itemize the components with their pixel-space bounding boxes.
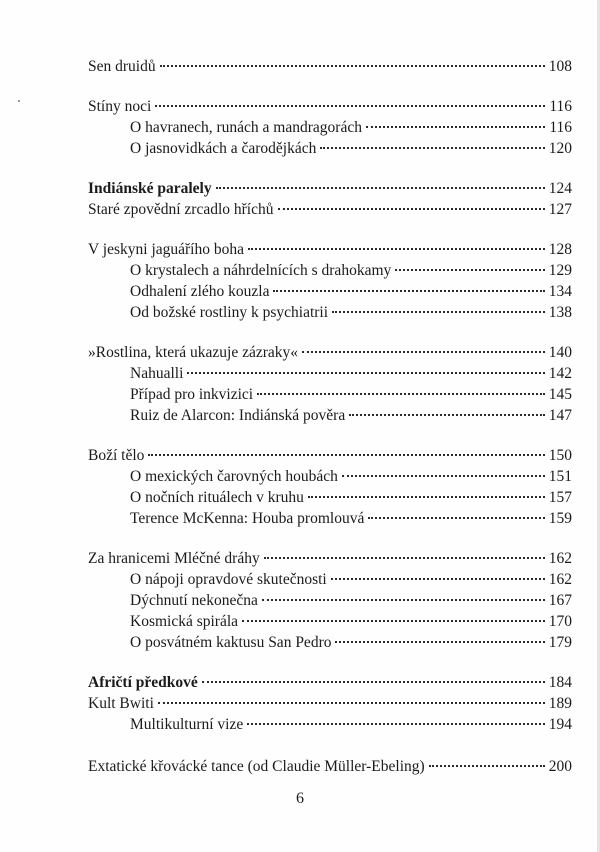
toc-entry-title: O posvátném kaktusu San Pedro <box>130 634 332 651</box>
toc-entry-title: Za hranicemi Mléčné dráhy <box>88 550 260 567</box>
toc-entry-title: Od božské rostliny k psychiatrii <box>130 304 329 321</box>
dot-leader <box>248 248 545 250</box>
dot-leader <box>242 620 545 622</box>
dot-leader <box>148 454 544 456</box>
dot-leader <box>366 126 545 128</box>
toc-entry-title: Ruiz de Alarcon: Indiánská pověra <box>130 407 346 424</box>
toc-subentry <box>130 466 572 488</box>
toc-entry-page: 108 <box>548 58 572 75</box>
toc-subentry <box>130 611 572 633</box>
dot-leader <box>320 147 544 149</box>
toc-entry-title: Terence McKenna: Houba promlouvá <box>130 510 365 527</box>
toc-subentry <box>130 281 572 303</box>
toc-entry <box>88 693 572 715</box>
toc-entry-page: 170 <box>548 613 572 630</box>
toc-entry-title: O krystalech a náhrdelnících s drahokamy <box>130 262 392 279</box>
toc-entry-page: 151 <box>548 468 572 485</box>
toc-entry-page: 194 <box>548 716 572 733</box>
toc-entry-page: 162 <box>548 550 572 567</box>
dot-leader <box>278 208 545 210</box>
toc-entry-title: Nahualli <box>130 365 184 382</box>
toc-entry <box>88 445 572 467</box>
toc-entry-page: 127 <box>548 201 572 218</box>
toc-subentry <box>130 714 572 736</box>
toc-entry <box>88 548 572 570</box>
toc-entry-title: O nápoji opravdové skutečnosti <box>130 571 327 588</box>
toc-entry-page: 167 <box>548 592 572 609</box>
toc-entry-title: Odhalení zlého kouzla <box>130 283 270 300</box>
toc-entry-title: Kult Bwiti <box>88 695 154 712</box>
dot-leader <box>160 65 545 67</box>
dot-leader <box>395 269 544 271</box>
toc-subentry <box>130 138 572 160</box>
toc-subentry <box>130 260 572 282</box>
dot-leader <box>273 290 544 292</box>
toc-subentry <box>130 363 572 385</box>
toc-subentry <box>130 384 572 406</box>
dot-leader <box>247 723 545 725</box>
dot-leader <box>262 599 545 601</box>
toc-entry <box>88 56 572 78</box>
toc-entry-title: Boží tělo <box>88 447 145 464</box>
toc-entry-title: O nočních rituálech v kruhu <box>130 489 304 506</box>
toc-subentry <box>130 487 572 509</box>
toc-entry-title: O jasnovidkách a čarodějkách <box>130 140 317 157</box>
toc-entry-page: 116 <box>549 98 572 115</box>
toc-entry-page: 189 <box>548 695 572 712</box>
dot-leader <box>308 496 545 498</box>
toc-entry-title: Sen druidů <box>88 58 156 75</box>
toc-entry-title: Extatické křovácké tance (od Claudie Müller-Ebeling) <box>88 758 425 775</box>
toc-entry-page: 179 <box>548 634 572 651</box>
dot-leader <box>216 187 545 189</box>
toc-entry-title: O mexických čarovných houbách <box>130 468 338 485</box>
toc-subentry <box>130 302 572 324</box>
toc-entry-page: 134 <box>548 283 572 300</box>
toc-subentry <box>130 569 572 591</box>
toc-entry-page: 142 <box>548 365 572 382</box>
toc-entry-title: »Rostlina, která ukazuje zázraky« <box>88 344 299 361</box>
toc-entry-page: 128 <box>548 241 572 258</box>
toc-entry-page: 138 <box>548 304 572 321</box>
dot-leader <box>158 702 545 704</box>
dot-leader <box>187 372 544 374</box>
toc-entry-page: 129 <box>548 262 572 279</box>
toc-subentry <box>130 405 572 427</box>
dot-leader <box>331 578 545 580</box>
dot-leader <box>335 641 544 643</box>
toc-entry-page: 147 <box>548 407 572 424</box>
dot-leader <box>342 475 545 477</box>
dot-leader <box>332 311 545 313</box>
toc-subentry <box>130 632 572 654</box>
dot-leader <box>349 414 545 416</box>
toc-entry-page: 162 <box>548 571 572 588</box>
dot-leader <box>368 517 544 519</box>
toc-entry <box>88 342 572 364</box>
toc-entry-title: Stíny noci <box>88 98 152 115</box>
toc-entry-page: 145 <box>548 386 572 403</box>
toc-entry-title: O havranech, runách a mandragorách <box>130 119 362 136</box>
dot-leader <box>155 105 545 107</box>
toc-entry-title: Kosmická spirála <box>130 613 239 630</box>
toc-subentry <box>130 590 572 612</box>
toc-entry-title: Afričtí předkové <box>88 674 198 691</box>
dot-leader <box>302 351 545 353</box>
dot-leader <box>264 557 545 559</box>
dot-leader <box>202 681 545 683</box>
toc-entry-page: 124 <box>548 180 572 197</box>
paper-speck <box>18 100 20 102</box>
toc-entry-page: 150 <box>548 447 572 464</box>
toc-subentry <box>130 117 572 139</box>
toc-entry-title: Dýchnutí nekonečna <box>130 592 258 609</box>
toc-section-heading <box>88 178 572 200</box>
toc-subentry <box>130 508 572 530</box>
toc-entry-title: Multikulturní vize <box>130 716 244 733</box>
toc-entry-title: Případ pro inkvizici <box>130 386 254 403</box>
toc-entry-page: 116 <box>549 119 572 136</box>
dot-leader <box>257 393 545 395</box>
toc-entry-page: 200 <box>548 758 572 775</box>
toc-section-heading <box>88 672 572 694</box>
dot-leader <box>429 765 545 767</box>
toc-entry <box>88 239 572 261</box>
toc-entry <box>88 96 572 118</box>
toc-entry-title: V jeskyni jaguářího boha <box>88 241 244 258</box>
toc-entry-page: 120 <box>548 140 572 157</box>
toc-entry <box>88 756 572 778</box>
toc-entry-page: 159 <box>548 510 572 527</box>
toc-entry-page: 140 <box>548 344 572 361</box>
toc-entry-page: 157 <box>548 489 572 506</box>
toc-entry-title: Staré zpovědní zrcadlo hříchů <box>88 201 274 218</box>
page-number: 6 <box>296 790 304 807</box>
toc-entry <box>88 199 572 221</box>
toc-entry-title: Indiánské paralely <box>88 180 212 197</box>
toc-entry-page: 184 <box>548 674 572 691</box>
